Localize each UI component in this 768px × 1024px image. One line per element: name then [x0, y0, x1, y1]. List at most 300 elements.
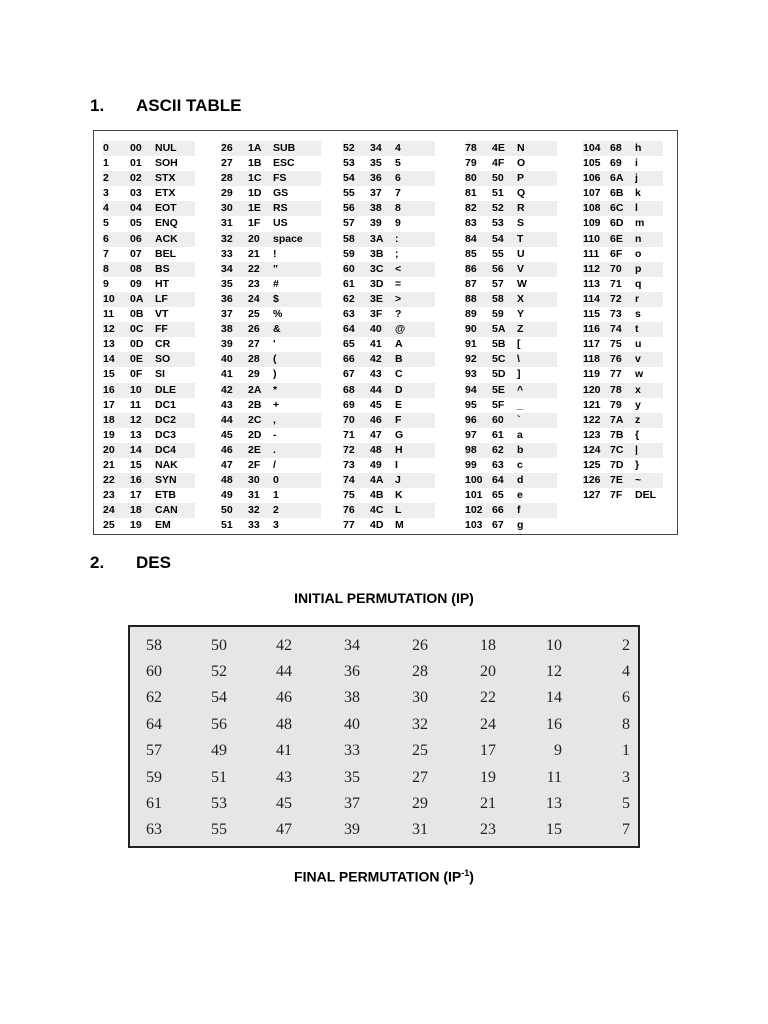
permutation-cell: 26	[412, 637, 428, 654]
ascii-hex: 77	[610, 368, 622, 381]
ascii-char: =	[395, 277, 402, 290]
ascii-decimal: 23	[103, 489, 115, 502]
ascii-row	[465, 337, 557, 352]
ascii-decimal: 127	[583, 489, 601, 502]
permutation-cell: 31	[412, 821, 428, 838]
ascii-char: CAN	[155, 504, 178, 517]
ascii-char: NUL	[155, 142, 177, 154]
ascii-hex: 68	[610, 142, 622, 154]
ascii-row	[465, 383, 557, 398]
ascii-hex: 14	[130, 443, 142, 456]
ascii-char: Y	[517, 308, 525, 321]
permutation-row	[130, 637, 638, 663]
ascii-decimal: 21	[103, 458, 115, 471]
permutation-cell: 19	[480, 769, 496, 786]
permutation-cell: 9	[554, 742, 562, 759]
ascii-row	[583, 232, 663, 247]
ascii-hex: 48	[370, 443, 382, 456]
ascii-hex: 13	[130, 428, 142, 441]
ascii-decimal: 15	[103, 368, 115, 381]
ascii-hex: 3D	[370, 277, 384, 290]
ascii-row	[465, 413, 557, 428]
permutation-cell: 20	[480, 663, 496, 680]
ascii-decimal: 92	[465, 353, 477, 366]
ascii-decimal: 7	[103, 247, 109, 260]
ascii-hex: 75	[610, 338, 622, 351]
ascii-row	[221, 186, 321, 201]
ascii-row	[103, 443, 195, 458]
ascii-hex: 09	[130, 277, 142, 290]
ascii-decimal: 43	[221, 398, 233, 411]
ascii-hex: 4B	[370, 489, 384, 502]
ascii-decimal: 53	[343, 157, 355, 170]
ascii-decimal: 110	[583, 232, 600, 245]
ascii-row	[583, 292, 663, 307]
ascii-char: w	[635, 368, 644, 381]
ascii-decimal: 35	[221, 277, 233, 290]
ascii-char: 5	[395, 157, 401, 170]
permutation-cell: 32	[412, 716, 428, 733]
ascii-row	[221, 518, 321, 533]
ascii-hex: 18	[130, 504, 142, 517]
ascii-row	[343, 247, 435, 262]
ascii-char: T	[517, 232, 524, 245]
ascii-row	[465, 141, 557, 156]
ascii-char: >	[395, 292, 402, 305]
permutation-cell: 51	[211, 769, 227, 786]
ascii-hex: 01	[130, 157, 142, 170]
ascii-char: 1	[273, 489, 279, 502]
ascii-char: ETX	[155, 187, 176, 200]
ascii-row	[343, 367, 435, 382]
ascii-row	[221, 458, 321, 473]
permutation-cell: 14	[546, 689, 562, 706]
ascii-decimal: 85	[465, 247, 477, 260]
ascii-hex: 5C	[492, 353, 506, 366]
ascii-decimal: 58	[343, 232, 355, 245]
ascii-char: K	[395, 489, 403, 502]
permutation-cell: 35	[344, 769, 360, 786]
ascii-decimal: 89	[465, 308, 477, 321]
ascii-decimal: 84	[465, 232, 477, 245]
ascii-row	[583, 201, 663, 216]
ascii-row	[343, 473, 435, 488]
ascii-hex: 10	[130, 383, 142, 396]
ascii-char: ;	[395, 247, 399, 260]
ascii-hex: 29	[248, 368, 260, 381]
ascii-hex: 35	[370, 157, 382, 170]
ascii-hex: 36	[370, 172, 382, 185]
ascii-row	[465, 352, 557, 367]
permutation-cell: 15	[546, 821, 562, 838]
ascii-hex: 28	[248, 353, 260, 366]
ascii-row	[583, 307, 663, 322]
ascii-decimal: 14	[103, 353, 115, 366]
ascii-decimal: 86	[465, 262, 477, 275]
ascii-row	[103, 201, 195, 216]
ascii-hex: 3F	[370, 308, 383, 321]
ascii-decimal: 120	[583, 383, 601, 396]
ascii-decimal: 62	[343, 292, 355, 305]
ascii-hex: 4E	[492, 142, 505, 154]
ascii-char: ,	[273, 413, 276, 426]
ascii-row	[103, 503, 195, 518]
ascii-decimal: 63	[343, 308, 355, 321]
section-number: 2.	[90, 553, 105, 572]
ascii-decimal: 9	[103, 277, 109, 290]
ascii-decimal: 80	[465, 172, 477, 185]
ascii-decimal: 28	[221, 172, 233, 185]
permutation-cell: 60	[146, 663, 162, 680]
permutation-cell: 45	[276, 795, 292, 812]
ascii-char: #	[273, 277, 279, 290]
ascii-row	[343, 262, 435, 277]
ascii-hex: 2E	[248, 443, 261, 456]
ascii-decimal: 117	[583, 338, 600, 351]
ascii-char: O	[517, 157, 526, 170]
ascii-hex: 08	[130, 262, 142, 275]
ascii-hex: 2F	[248, 458, 261, 471]
ascii-char: )	[273, 368, 277, 381]
ascii-char: M	[395, 519, 404, 532]
ascii-char: FF	[155, 323, 168, 336]
ascii-row	[465, 428, 557, 443]
ascii-row	[583, 186, 663, 201]
ascii-hex: 0E	[130, 353, 143, 366]
ascii-char: y	[635, 398, 641, 411]
ascii-char: V	[517, 262, 525, 275]
ascii-row	[103, 383, 195, 398]
ascii-char: *	[273, 383, 278, 396]
ascii-char: DC2	[155, 413, 177, 426]
permutation-cell: 11	[546, 769, 562, 786]
ascii-hex: 17	[130, 489, 142, 502]
ascii-row	[221, 292, 321, 307]
ascii-char: /	[273, 458, 276, 471]
ascii-decimal: 113	[583, 277, 600, 290]
ascii-decimal: 108	[583, 202, 601, 215]
ascii-row	[583, 367, 663, 382]
ascii-char: DEL	[635, 489, 656, 502]
ascii-row	[103, 367, 195, 382]
ascii-row	[103, 337, 195, 352]
ascii-hex: 3A	[370, 232, 384, 245]
ascii-decimal: 124	[583, 443, 601, 456]
permutation-cell: 4	[622, 663, 630, 680]
ascii-char: 2	[273, 504, 279, 517]
ascii-decimal: 25	[103, 519, 115, 532]
ascii-decimal: 34	[221, 262, 233, 275]
ascii-char: &	[273, 323, 281, 336]
ascii-char: ESC	[273, 157, 295, 170]
ascii-decimal: 38	[221, 323, 233, 336]
ascii-hex: 0B	[130, 308, 144, 321]
ascii-column	[221, 141, 321, 533]
permutation-cell: 33	[344, 742, 360, 759]
ascii-decimal: 121	[583, 398, 601, 411]
permutation-cell: 2	[622, 637, 630, 654]
ascii-decimal: 81	[465, 187, 477, 200]
ascii-hex: 76	[610, 353, 622, 366]
ascii-char: 3	[273, 519, 279, 532]
ascii-row	[343, 413, 435, 428]
ascii-decimal: 125	[583, 458, 601, 471]
permutation-cell: 25	[412, 742, 428, 759]
ascii-decimal: 115	[583, 308, 600, 321]
ascii-char: DC3	[155, 428, 177, 441]
ascii-row	[221, 337, 321, 352]
ascii-row	[583, 488, 663, 503]
ascii-row	[221, 367, 321, 382]
ascii-row	[343, 337, 435, 352]
permutation-cell: 44	[276, 663, 292, 680]
ascii-row	[583, 443, 663, 458]
ascii-hex: 4D	[370, 519, 384, 532]
ascii-char: GS	[273, 187, 289, 200]
permutation-cell: 3	[622, 769, 630, 786]
ascii-decimal: 5	[103, 217, 109, 230]
ascii-row	[465, 292, 557, 307]
ascii-row	[343, 352, 435, 367]
ascii-hex: 34	[370, 142, 382, 154]
ascii-row	[103, 488, 195, 503]
ascii-decimal: 102	[465, 504, 483, 517]
permutation-cell: 16	[546, 716, 562, 733]
permutation-cell: 40	[344, 716, 360, 733]
ascii-hex: 45	[370, 398, 382, 411]
ascii-hex: 71	[610, 277, 622, 290]
ascii-row	[103, 277, 195, 292]
ascii-hex: 5B	[492, 338, 506, 351]
ascii-row	[103, 262, 195, 277]
permutation-cell: 29	[412, 795, 428, 812]
ascii-decimal: 119	[583, 368, 600, 381]
ascii-char: HT	[155, 277, 169, 290]
ascii-hex: 49	[370, 458, 382, 471]
ascii-row	[343, 518, 435, 533]
ascii-decimal: 33	[221, 247, 233, 260]
permutation-cell: 64	[146, 716, 162, 733]
ascii-char: c	[517, 458, 523, 471]
ascii-hex: 6D	[610, 217, 624, 230]
permutation-cell: 47	[276, 821, 292, 838]
ascii-row	[221, 216, 321, 231]
ascii-char: B	[395, 353, 403, 366]
ascii-row	[583, 458, 663, 473]
ascii-decimal: 68	[343, 383, 355, 396]
ascii-row	[343, 141, 435, 156]
ascii-char: h	[635, 142, 642, 154]
ascii-char: SI	[155, 368, 165, 381]
ascii-decimal: 39	[221, 338, 233, 351]
ascii-decimal: 48	[221, 474, 233, 487]
ascii-decimal: 13	[103, 338, 115, 351]
ascii-char: D	[395, 383, 403, 396]
ascii-row	[343, 216, 435, 231]
ascii-char: {	[635, 428, 640, 441]
ascii-decimal: 95	[465, 398, 477, 411]
permutation-cell: 52	[211, 663, 227, 680]
ascii-row	[583, 262, 663, 277]
section-title: ASCII TABLE	[136, 96, 242, 115]
ascii-hex: 6B	[610, 187, 624, 200]
ascii-row	[465, 247, 557, 262]
ascii-hex: 20	[248, 232, 260, 245]
ascii-column	[343, 141, 435, 533]
ascii-hex: 62	[492, 443, 504, 456]
ascii-hex: 00	[130, 142, 142, 154]
ascii-char: ]	[517, 368, 521, 381]
ascii-char: `	[517, 413, 521, 426]
ascii-row	[465, 156, 557, 171]
ascii-column	[583, 141, 663, 503]
ascii-hex: 0F	[130, 368, 143, 381]
ascii-hex: 65	[492, 489, 504, 502]
ascii-hex: 1E	[248, 202, 261, 215]
ascii-hex: 61	[492, 428, 504, 441]
permutation-cell: 22	[480, 689, 496, 706]
ascii-char: d	[517, 474, 524, 487]
ascii-hex: 25	[248, 308, 260, 321]
ascii-hex: 7E	[610, 474, 623, 487]
ascii-row	[221, 503, 321, 518]
ascii-char: 7	[395, 187, 401, 200]
ascii-hex: 4F	[492, 157, 505, 170]
ascii-row	[343, 201, 435, 216]
ascii-char: ACK	[155, 232, 178, 245]
ascii-hex: 06	[130, 232, 142, 245]
permutation-cell: 5	[622, 795, 630, 812]
ascii-hex: 70	[610, 262, 622, 275]
ascii-char: SUB	[273, 142, 296, 154]
ascii-row	[103, 307, 195, 322]
permutation-cell: 1	[622, 742, 630, 759]
ascii-row	[103, 413, 195, 428]
ascii-hex: 67	[492, 519, 504, 532]
ascii-decimal: 16	[103, 383, 115, 396]
ascii-char: v	[635, 353, 641, 366]
ascii-decimal: 91	[465, 338, 477, 351]
ascii-hex: 59	[492, 308, 504, 321]
ascii-row	[583, 156, 663, 171]
ascii-hex: 66	[492, 504, 504, 517]
ascii-row	[343, 383, 435, 398]
ascii-char: r	[635, 292, 640, 305]
ascii-char: EM	[155, 519, 171, 532]
ascii-row	[343, 156, 435, 171]
ascii-char: u	[635, 338, 642, 351]
ascii-decimal: 52	[343, 142, 355, 154]
ascii-decimal: 11	[103, 308, 115, 321]
ascii-hex: 6C	[610, 202, 624, 215]
permutation-cell: 59	[146, 769, 162, 786]
ascii-hex: 1A	[248, 142, 262, 154]
ascii-decimal: 0	[103, 142, 109, 154]
ascii-hex: 46	[370, 413, 382, 426]
final-permutation-title	[0, 868, 768, 885]
ascii-hex: 15	[130, 458, 142, 471]
ascii-decimal: 77	[343, 519, 355, 532]
permutation-cell: 42	[276, 637, 292, 654]
ascii-row	[583, 277, 663, 292]
ascii-hex: 7B	[610, 428, 624, 441]
ascii-char: Z	[517, 323, 524, 336]
ascii-row	[583, 337, 663, 352]
ascii-decimal: 72	[343, 443, 355, 456]
ascii-hex: 2B	[248, 398, 262, 411]
permutation-cell: 23	[480, 821, 496, 838]
permutation-row	[130, 663, 638, 689]
permutation-cell: 43	[276, 769, 292, 786]
ascii-hex: 19	[130, 519, 142, 532]
ascii-char: SO	[155, 353, 171, 366]
ascii-char: DLE	[155, 383, 176, 396]
ascii-row	[465, 277, 557, 292]
ascii-char: R	[517, 202, 525, 215]
ascii-hex: 16	[130, 474, 142, 487]
ascii-char: A	[395, 338, 403, 351]
ascii-decimal: 107	[583, 187, 601, 200]
ascii-decimal: 65	[343, 338, 355, 351]
ascii-decimal: 98	[465, 443, 477, 456]
ascii-decimal: 69	[343, 398, 355, 411]
ascii-decimal: 27	[221, 157, 233, 170]
ascii-char: CR	[155, 338, 171, 351]
ascii-row	[221, 352, 321, 367]
ascii-hex: 60	[492, 413, 504, 426]
ascii-char: n	[635, 232, 642, 245]
ascii-hex: 78	[610, 383, 622, 396]
ascii-column	[103, 141, 195, 533]
ascii-hex: 22	[248, 262, 260, 275]
ascii-decimal: 4	[103, 202, 109, 215]
ascii-hex: 6A	[610, 172, 624, 185]
ascii-row	[221, 488, 321, 503]
ascii-hex: 47	[370, 428, 382, 441]
ascii-row	[343, 428, 435, 443]
ascii-row	[221, 141, 321, 156]
ascii-decimal: 123	[583, 428, 601, 441]
ascii-char: a	[517, 428, 523, 441]
ascii-hex: 2A	[248, 383, 262, 396]
section-title: DES	[136, 553, 171, 572]
ascii-row	[465, 322, 557, 337]
ascii-char: i	[635, 157, 638, 170]
ascii-char: %	[273, 308, 283, 321]
permutation-row	[130, 716, 638, 742]
ascii-hex: 07	[130, 247, 142, 260]
ascii-hex: 53	[492, 217, 504, 230]
ascii-decimal: 118	[583, 353, 600, 366]
ascii-decimal: 114	[583, 292, 600, 305]
ascii-decimal: 106	[583, 172, 601, 185]
ascii-decimal: 18	[103, 413, 115, 426]
ascii-hex: 7C	[610, 443, 624, 456]
ascii-hex: 1B	[248, 157, 262, 170]
permutation-cell: 41	[276, 742, 292, 759]
ascii-row	[221, 307, 321, 322]
ascii-row	[221, 262, 321, 277]
ascii-decimal: 8	[103, 262, 109, 275]
final-permutation-title-end: )	[469, 868, 474, 885]
ascii-hex: 11	[130, 398, 142, 411]
ascii-decimal: 74	[343, 474, 355, 487]
ascii-decimal: 61	[343, 277, 355, 290]
ascii-decimal: 64	[343, 323, 355, 336]
ascii-hex: 55	[492, 247, 504, 260]
ascii-decimal: 97	[465, 428, 477, 441]
ascii-hex: 24	[248, 292, 260, 305]
